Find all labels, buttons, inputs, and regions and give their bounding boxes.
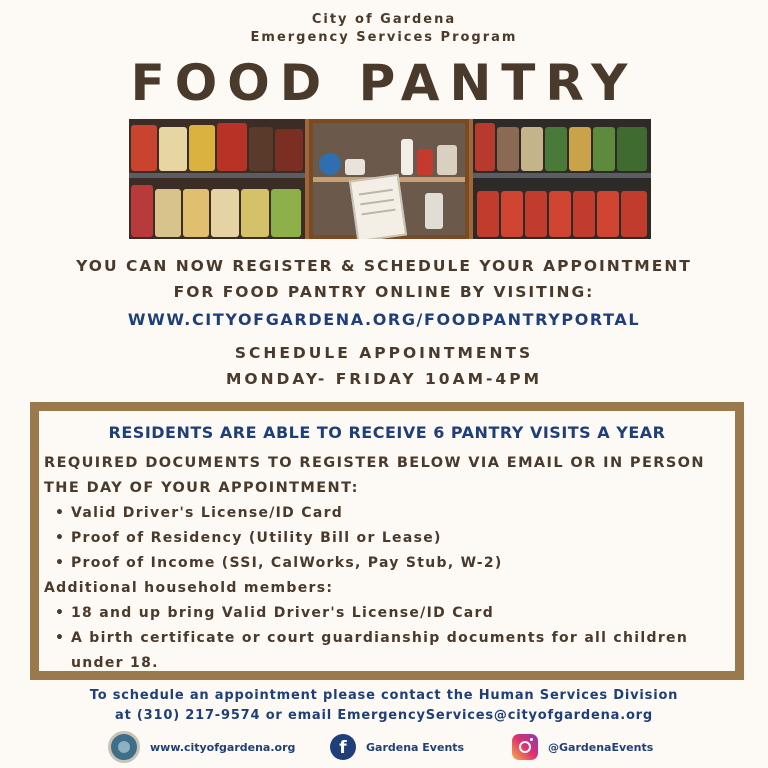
additional-item-text: 18 and up bring Valid Driver's License/ID Card <box>71 605 495 621</box>
social-links-row <box>0 730 768 764</box>
bullet-icon: • <box>55 505 66 521</box>
website-link[interactable] <box>108 730 295 764</box>
requirements-box <box>30 402 744 680</box>
contact-line-2[interactable]: at (310) 217-9574 or email EmergencyServices@cityofgardena.org <box>115 708 653 723</box>
portal-link[interactable]: WWW.CITYOFGARDENA.ORG/FOODPANTRYPORTAL <box>127 310 641 329</box>
required-docs-line-1: REQUIRED DOCUMENTS TO REGISTER BELOW VIA EMAIL OR IN PERSON <box>44 455 705 471</box>
required-docs-line-2: THE DAY OF YOUR APPOINTMENT: <box>44 480 359 496</box>
clipboard-icon <box>349 174 407 239</box>
register-line-2: FOR FOOD PANTRY ONLINE BY VISITING: <box>173 283 595 301</box>
instagram-link[interactable] <box>512 730 653 764</box>
canned-shelves-photo <box>473 119 651 239</box>
facebook-link[interactable] <box>330 730 464 764</box>
bullet-icon: • <box>55 530 66 546</box>
contact-line-1: To schedule an appointment please contact the Human Services Division <box>89 688 679 703</box>
bullet-icon: • <box>55 605 66 621</box>
visits-headline: RESIDENTS ARE ABLE TO RECEIVE 6 PANTRY VISITS A YEAR <box>108 423 666 442</box>
additional-item-text: A birth certificate or court guardianship documents for all children <box>71 630 689 646</box>
instagram-text[interactable]: @GardenaEvents <box>548 740 654 754</box>
city-seal-icon <box>108 731 140 763</box>
facebook-text[interactable]: Gardena Events <box>366 740 465 754</box>
header-city: City of Gardena <box>311 12 457 27</box>
document-item-text: Valid Driver's License/ID Card <box>71 505 344 521</box>
document-item-text: Proof of Residency (Utility Bill or Lease) <box>71 530 442 546</box>
bullet-icon: • <box>55 555 66 571</box>
pantry-photo-strip <box>129 119 651 239</box>
page-title: FOOD PANTRY <box>130 54 638 112</box>
facebook-icon: f <box>330 734 356 760</box>
canned-goods-photo <box>129 119 305 239</box>
document-item <box>55 555 503 571</box>
schedule-line-1: SCHEDULE APPOINTMENTS <box>234 344 534 362</box>
additional-item-continued <box>55 655 159 671</box>
schedule-line-2: MONDAY- FRIDAY 10AM-4PM <box>225 370 542 388</box>
website-text[interactable]: www.cityofgardena.org <box>150 740 296 754</box>
additional-item <box>55 630 688 646</box>
bullet-icon: • <box>55 630 66 646</box>
document-item <box>55 530 442 546</box>
additional-members-label: Additional household members: <box>44 580 334 596</box>
cabinet-clipboard-photo <box>305 119 473 239</box>
document-item <box>55 505 343 521</box>
register-line-1: YOU CAN NOW REGISTER & SCHEDULE YOUR APPOINTMENT <box>76 257 692 275</box>
additional-item-text: under 18. <box>71 655 159 671</box>
additional-item <box>55 605 494 621</box>
document-item-text: Proof of Income (SSI, CalWorks, Pay Stub, W-2) <box>71 555 503 571</box>
header-program: Emergency Services Program <box>250 30 518 45</box>
instagram-icon <box>512 734 538 760</box>
